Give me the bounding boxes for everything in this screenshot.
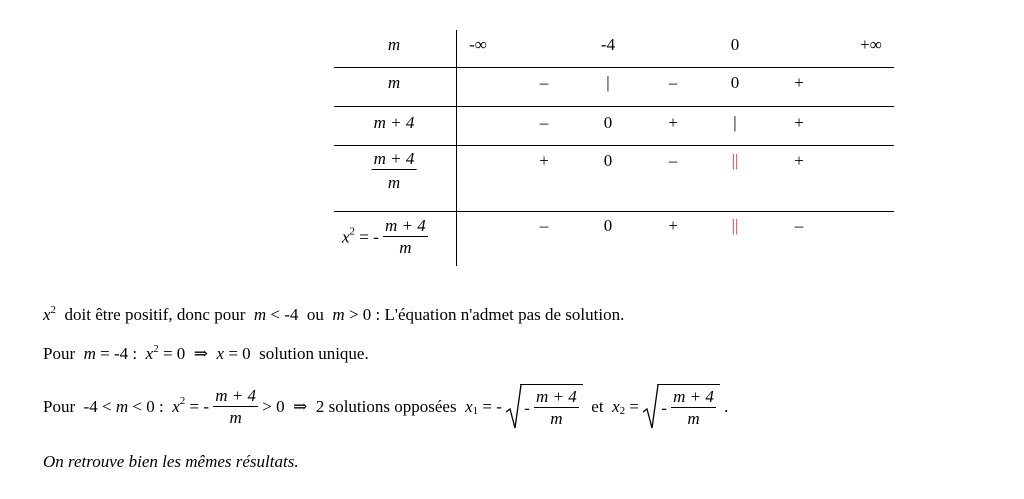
- table-rule-4: [334, 211, 894, 212]
- table-rule-2: [334, 106, 894, 107]
- l3-rad-num: m + 4: [536, 387, 577, 406]
- l3-part-a: Pour -4 <: [43, 397, 116, 416]
- row4-label-eq: = -: [355, 227, 384, 247]
- header-zero: 0: [730, 35, 740, 54]
- header-neg-inf: -∞: [469, 35, 487, 54]
- l3-part-c: = -: [185, 397, 214, 416]
- l2-part-a: Pour: [43, 344, 84, 363]
- l3-rad-fraction: [534, 387, 579, 430]
- row1-cell-4: 0: [730, 73, 740, 92]
- l1-part-a: doit être positif, donc pour: [56, 305, 254, 324]
- header-pos-inf: +∞: [860, 35, 882, 54]
- l3-part-g: =: [625, 397, 644, 416]
- l3-m: m: [115, 397, 129, 416]
- l2-part-c: = 0 ⇒: [158, 344, 217, 363]
- l3-fraction: [213, 386, 258, 429]
- l3-part-e: = -: [478, 397, 507, 416]
- row4-label: [342, 216, 428, 259]
- row4-label-x: x: [342, 227, 350, 247]
- l3-rad2-den: m: [687, 409, 700, 428]
- l3-num: m + 4: [215, 385, 257, 405]
- l2-part-b: = -4 :: [95, 344, 146, 363]
- row4-cell-4-forbidden: ||: [731, 216, 739, 235]
- row4-cell-2: 0: [603, 216, 613, 235]
- header-label: m: [387, 35, 401, 54]
- row3-cell-2: 0: [603, 151, 613, 170]
- l3-rad2-num: m + 4: [673, 387, 714, 406]
- row3-label-fraction: [372, 149, 417, 196]
- table-rule-3: [334, 145, 894, 146]
- row1-cell-5: +: [794, 73, 804, 92]
- text-line-4-conclusion: On retrouve bien les mêmes résultats.: [43, 452, 299, 471]
- l2-m: m: [83, 344, 96, 363]
- sqrt-1: [506, 384, 583, 430]
- l1-m2: m: [332, 305, 345, 324]
- sqrt-2: [643, 384, 720, 430]
- table-rule-1: [334, 67, 894, 68]
- row3-cell-5: +: [794, 151, 804, 170]
- row3-cell-1: +: [539, 151, 549, 170]
- l3-den: m: [229, 407, 242, 427]
- row4-label-den: m: [399, 238, 412, 257]
- l1-x: x: [43, 305, 51, 324]
- row3-label-num: m + 4: [373, 149, 415, 168]
- l3-part-d: > 0 ⇒ 2 solutions opposées: [258, 397, 466, 416]
- header-minus4: -4: [600, 35, 616, 54]
- l3-x2: x: [612, 397, 620, 416]
- row3-cell-4-forbidden: ||: [731, 151, 739, 170]
- l3-rad-minus: -: [524, 398, 535, 418]
- row2-cell-2: 0: [603, 113, 613, 132]
- row4-label-num: m + 4: [385, 216, 426, 235]
- l3-x1: x: [465, 397, 473, 416]
- l2-x1: x: [145, 344, 154, 363]
- row4-cell-1: –: [539, 216, 549, 235]
- row4-cell-5: –: [794, 216, 804, 235]
- text-line-2: [43, 343, 369, 364]
- l1-m1: m: [253, 305, 267, 324]
- l3-sub2: 2: [619, 404, 626, 417]
- l2-part-d: = 0 solution unique.: [224, 344, 369, 363]
- l2-exp: 2: [153, 343, 159, 355]
- row1-label: m: [387, 73, 401, 92]
- l3-rad2-fraction: [671, 387, 716, 430]
- row3-cell-3: –: [668, 151, 678, 170]
- text-line-1: [43, 304, 624, 325]
- l3-rad2-minus: -: [661, 398, 672, 418]
- l1-part-b: < -4 ou: [266, 305, 333, 324]
- l3-part-h: .: [719, 397, 729, 416]
- l3-part-f: et: [582, 397, 613, 416]
- row3-label-den: m: [387, 173, 401, 192]
- text-line-3: [43, 384, 728, 430]
- table-vertical-divider: [456, 30, 457, 266]
- l2-x2: x: [216, 344, 225, 363]
- row4-cell-3: +: [668, 216, 678, 235]
- row2-cell-4: |: [733, 113, 737, 132]
- row2-label: m + 4: [373, 113, 415, 132]
- l1-part-c: > 0 : L'équation n'admet pas de solution.: [344, 305, 625, 324]
- l3-exp: 2: [179, 394, 186, 407]
- row1-cell-3: –: [668, 73, 678, 92]
- l3-rad-den: m: [550, 409, 563, 428]
- row2-cell-5: +: [794, 113, 804, 132]
- row4-label-exp: 2: [349, 225, 356, 238]
- row2-cell-1: –: [539, 113, 549, 132]
- row1-cell-1: –: [539, 73, 549, 92]
- l3-x: x: [172, 397, 180, 416]
- l3-part-b: < 0 :: [128, 397, 173, 416]
- l3-sub1: 1: [472, 404, 479, 417]
- row1-cell-2: |: [606, 73, 610, 92]
- l1-exp: 2: [50, 304, 57, 316]
- row2-cell-3: +: [668, 113, 678, 132]
